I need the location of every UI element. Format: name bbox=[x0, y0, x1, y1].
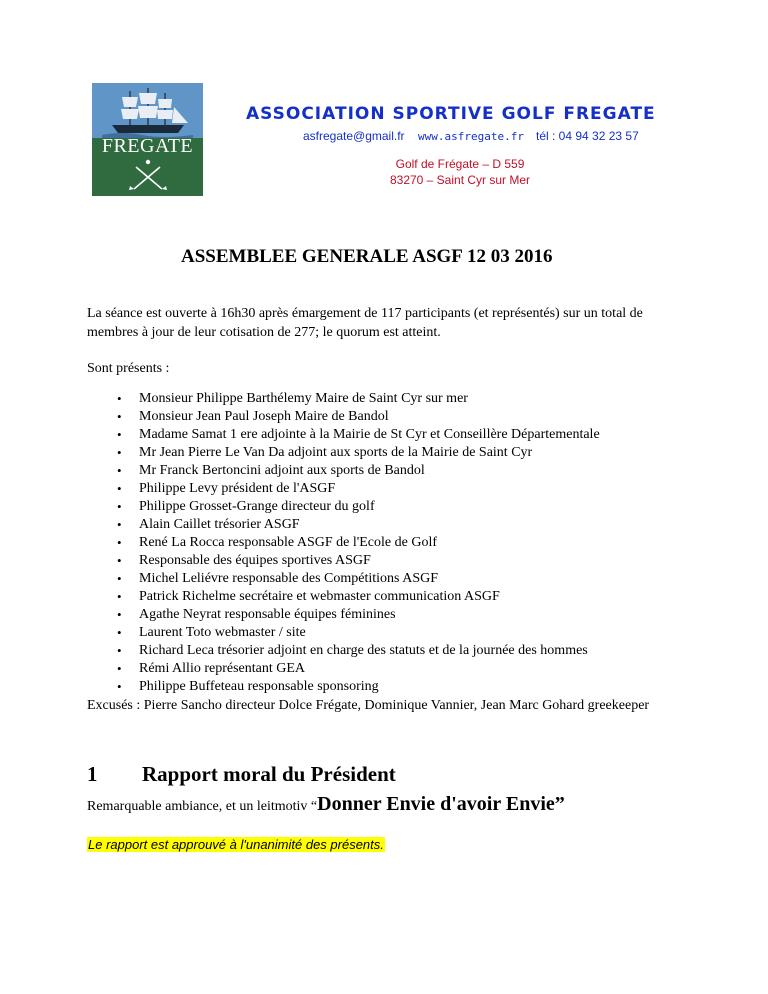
list-item: • Responsable des équipes sportives ASGF bbox=[87, 552, 600, 570]
address-line-1: Golf de Frégate – D 559 bbox=[395, 157, 525, 171]
section-title: Rapport moral du Président bbox=[142, 762, 396, 786]
list-item: • René La Rocca responsable ASGF de l'Ecole de Golf bbox=[87, 534, 600, 552]
list-item: • Monsieur Philippe Barthélemy Maire de Saint Cyr sur mer bbox=[87, 390, 600, 408]
present-label: Sont présents : bbox=[87, 361, 170, 376]
list-item: • Philippe Buffeteau responsable sponsoring bbox=[87, 678, 600, 696]
list-item: • Mr Jean Pierre Le Van Da adjoint aux sports de la Mairie de Saint Cyr bbox=[87, 444, 600, 462]
remark-quote: Donner Envie d'avoir Envie” bbox=[317, 793, 565, 815]
list-item: • Agathe Neyrat responsable équipes féminines bbox=[87, 606, 600, 624]
fregate-logo bbox=[92, 83, 203, 196]
crossed-golf-clubs-icon bbox=[92, 83, 203, 196]
excused-paragraph: Excusés : Pierre Sancho directeur Dolce Frégate, Dominique Vannier, Jean Marc Gohard greekeeper bbox=[87, 698, 650, 713]
logo-wordmark: FREGATE bbox=[101, 135, 194, 157]
attendee-list bbox=[87, 390, 600, 696]
organization-name: ASSOCIATION SPORTIVE GOLF FREGATE bbox=[246, 104, 656, 124]
list-item: • Philippe Levy président de l'ASGF bbox=[87, 480, 600, 498]
list-item: • Laurent Toto webmaster / site bbox=[87, 624, 600, 642]
list-item: • Richard Leca trésorier adjoint en charge des statuts et de la journée des hommes bbox=[87, 642, 600, 660]
contact-email[interactable]: asfregate@gmail.fr bbox=[303, 129, 405, 143]
approval-note: Le rapport est approuvé à l'unanimité des présents. bbox=[88, 837, 384, 852]
contact-website[interactable]: www.asfregate.fr bbox=[418, 130, 524, 143]
list-item: • Monsieur Jean Paul Joseph Maire de Bandol bbox=[87, 408, 600, 426]
list-item: • Alain Caillet trésorier ASGF bbox=[87, 516, 600, 534]
list-item: • Michel Leliévre responsable des Compétitions ASGF bbox=[87, 570, 600, 588]
remark-lead: Remarquable ambiance, et un leitmotiv “ bbox=[87, 799, 318, 814]
address-line-2: 83270 – Saint Cyr sur Mer bbox=[389, 173, 531, 187]
list-item: • Mr Franck Bertoncini adjoint aux sports de Bandol bbox=[87, 462, 600, 480]
list-item: • Philippe Grosset-Grange directeur du golf bbox=[87, 498, 600, 516]
intro-paragraph: La séance est ouverte à 16h30 après émargement de 117 participants (et représentés) sur un total de membres à jour de leur cotisation de 277; le quorum est atteint. bbox=[87, 306, 643, 340]
list-item: • Madame Samat 1 ere adjointe à la Mairie de St Cyr et Conseillère Départementale bbox=[87, 426, 600, 444]
contact-phone: tél : 04 94 32 23 57 bbox=[536, 129, 639, 143]
section-number: 1 bbox=[87, 762, 98, 786]
remark-line bbox=[87, 793, 565, 816]
section-heading bbox=[87, 762, 396, 787]
list-item: • Rémi Allio représentant GEA bbox=[87, 660, 600, 678]
list-item: • Patrick Richelme secrétaire et webmaster communication ASGF bbox=[87, 588, 600, 606]
document-title: ASSEMBLEE GENERALE ASGF 12 03 2016 bbox=[181, 246, 553, 267]
